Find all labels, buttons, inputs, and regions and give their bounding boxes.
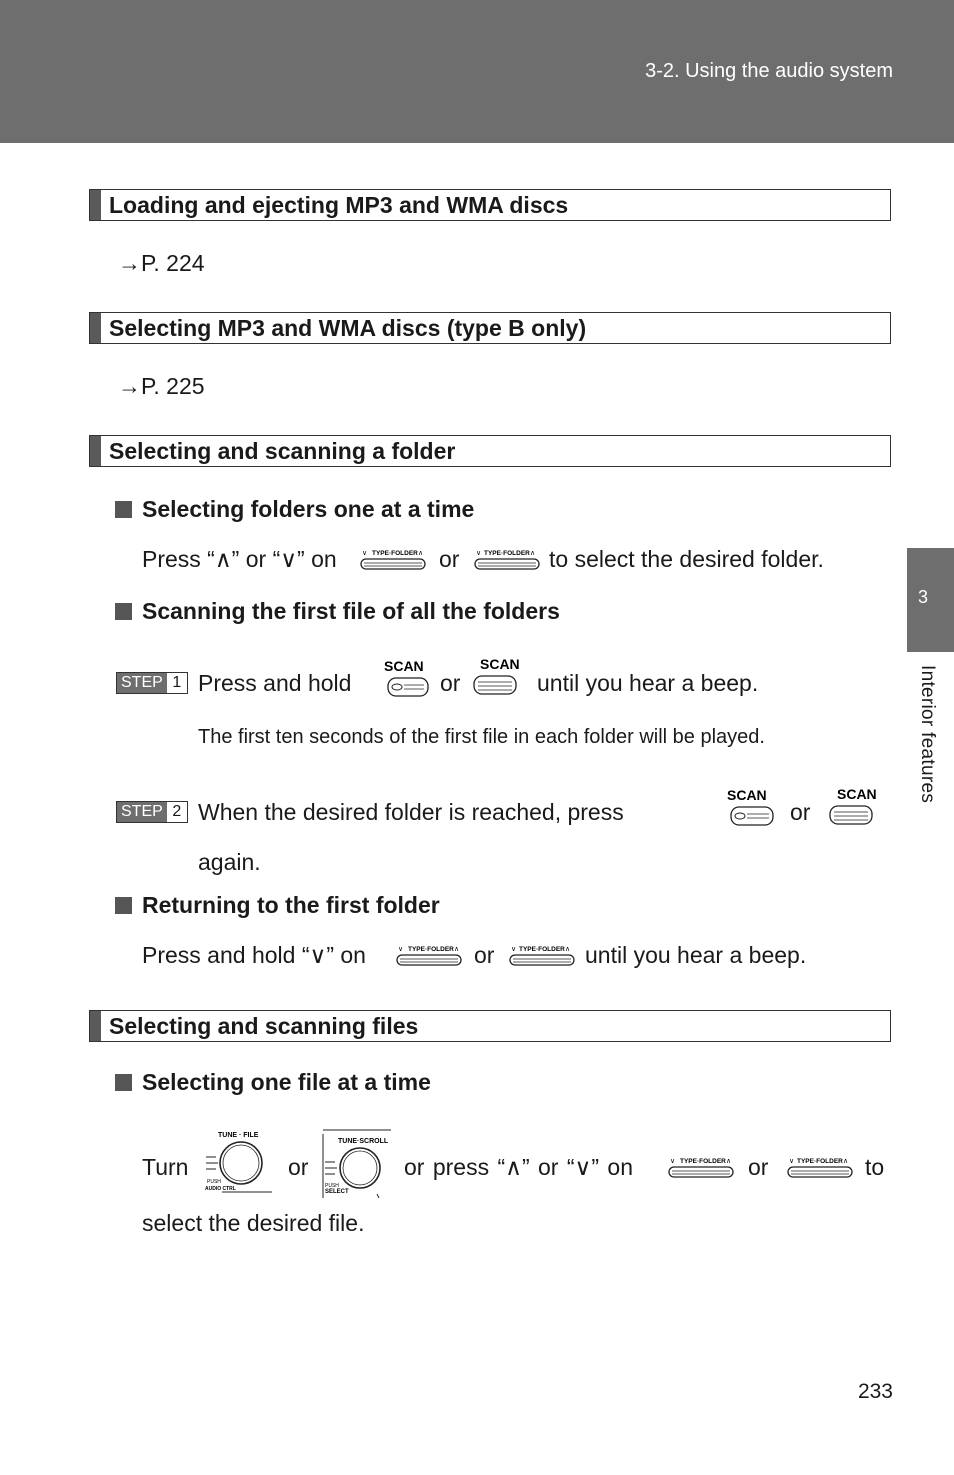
svg-text:TYPE·FOLDER: TYPE·FOLDER (408, 946, 454, 953)
chapter-title: 3-2. Using the audio system (645, 60, 893, 82)
type-folder-button-icon (472, 546, 542, 574)
svg-text:TYPE·FOLDER: TYPE·FOLDER (519, 946, 565, 953)
svg-text:TYPE·FOLDER: TYPE·FOLDER (372, 550, 418, 557)
square-bullet-icon (115, 1074, 132, 1091)
instruction-text: until you hear a beep. (585, 942, 807, 968)
svg-text:SCAN: SCAN (480, 656, 520, 672)
svg-text:TYPE·FOLDER: TYPE·FOLDER (484, 550, 530, 557)
scan-button-icon (470, 654, 522, 698)
svg-text:∨: ∨ (362, 550, 368, 557)
square-bullet-icon (115, 603, 132, 620)
section-heading-selecting-discs (89, 312, 891, 344)
svg-text:SCAN: SCAN (727, 787, 767, 803)
note-text: The first ten seconds of the first file in each folder will be played. (198, 726, 765, 748)
instruction-text: to (865, 1154, 885, 1180)
svg-text:∧: ∧ (565, 946, 571, 953)
chapter-tab-number: 3 (918, 587, 929, 607)
svg-text:TYPE·FOLDER: TYPE·FOLDER (797, 1158, 843, 1165)
section-title: Loading and ejecting MP3 and WMA discs (109, 192, 569, 218)
chapter-tab-label: Interior features (917, 665, 938, 804)
step-badge-2: STEP 2 (116, 801, 188, 823)
or-text: or (790, 799, 811, 825)
section-heading-loading (89, 189, 891, 221)
svg-text:∧: ∧ (843, 1158, 849, 1165)
svg-text:TUNE · FILE: TUNE · FILE (218, 1132, 259, 1139)
instruction-text: until you hear a beep. (537, 670, 759, 696)
svg-text:∧: ∧ (530, 550, 536, 557)
page-number: 233 (857, 1380, 893, 1403)
tune-file-knob-icon (204, 1128, 276, 1198)
svg-text:∨: ∨ (670, 1158, 676, 1165)
subheading-selecting-folders: Selecting folders one at a time (115, 496, 474, 523)
svg-text:∧: ∧ (454, 946, 460, 953)
subheading-scanning-first-file: Scanning the first file of all the folders (115, 598, 560, 625)
or-text: or (474, 942, 495, 968)
or-text: or (748, 1154, 769, 1180)
instruction-text: or press “∧” or “∨” on (404, 1154, 633, 1180)
subheading-selecting-one-file: Selecting one file at a time (115, 1069, 431, 1096)
step-badge-1: STEP 1 (116, 672, 188, 694)
type-folder-button-icon (358, 546, 428, 574)
instruction-text: again. (198, 849, 261, 875)
square-bullet-icon (115, 897, 132, 914)
svg-text:AUDIO CTRL: AUDIO CTRL (205, 1186, 236, 1192)
heading-bar (90, 436, 101, 466)
svg-text:∨: ∨ (476, 550, 482, 557)
instruction-text: Press and hold (198, 670, 352, 696)
svg-text:PUSH: PUSH (207, 1179, 221, 1185)
type-folder-button-icon (666, 1154, 736, 1182)
type-folder-button-icon (785, 1154, 855, 1182)
svg-text:∨: ∨ (511, 946, 517, 953)
or-text: or (439, 546, 460, 572)
svg-text:∧: ∧ (726, 1158, 732, 1165)
page-reference-link[interactable]: →P. 225 (118, 373, 205, 399)
type-folder-button-icon (507, 942, 577, 970)
svg-text:∨: ∨ (789, 1158, 795, 1165)
svg-text:PUSH: PUSH (325, 1183, 339, 1189)
svg-text:SELECT: SELECT (325, 1189, 349, 1195)
svg-text:SCAN: SCAN (837, 786, 877, 802)
instruction-text: Press and hold “∨” on (142, 942, 366, 968)
heading-bar (90, 1011, 101, 1041)
tune-scroll-knob-icon (321, 1128, 393, 1200)
instruction-text: Turn (142, 1154, 189, 1180)
svg-text:TYPE·FOLDER: TYPE·FOLDER (680, 1158, 726, 1165)
instruction-text: select the desired file. (142, 1210, 365, 1236)
scan-button-icon (826, 784, 878, 828)
type-folder-button-icon (394, 942, 464, 970)
svg-text:∨: ∨ (398, 946, 404, 953)
subheading-returning-first-folder: Returning to the first folder (115, 892, 440, 919)
or-text: or (440, 670, 461, 696)
svg-text:∧: ∧ (418, 550, 424, 557)
page-reference-link[interactable]: →P. 224 (118, 250, 205, 276)
section-title: Selecting and scanning files (109, 1013, 419, 1039)
svg-text:SCAN: SCAN (384, 658, 424, 674)
or-text: or (288, 1154, 309, 1180)
scan-button-icon (725, 785, 777, 829)
svg-text:TUNE·SCROLL: TUNE·SCROLL (338, 1138, 389, 1145)
heading-bar (90, 313, 101, 343)
instruction-text: to select the desired folder. (549, 546, 824, 572)
heading-bar (90, 190, 101, 220)
instruction-text: Press “∧” or “∨” on (142, 546, 337, 572)
scan-button-icon (382, 656, 432, 700)
section-title: Selecting and scanning a folder (109, 438, 456, 464)
instruction-text: When the desired folder is reached, press (198, 799, 624, 825)
section-heading-folder (89, 435, 891, 467)
square-bullet-icon (115, 501, 132, 518)
section-title: Selecting MP3 and WMA discs (type B only) (109, 315, 587, 341)
section-heading-files (89, 1010, 891, 1042)
chapter-tab (907, 548, 954, 652)
